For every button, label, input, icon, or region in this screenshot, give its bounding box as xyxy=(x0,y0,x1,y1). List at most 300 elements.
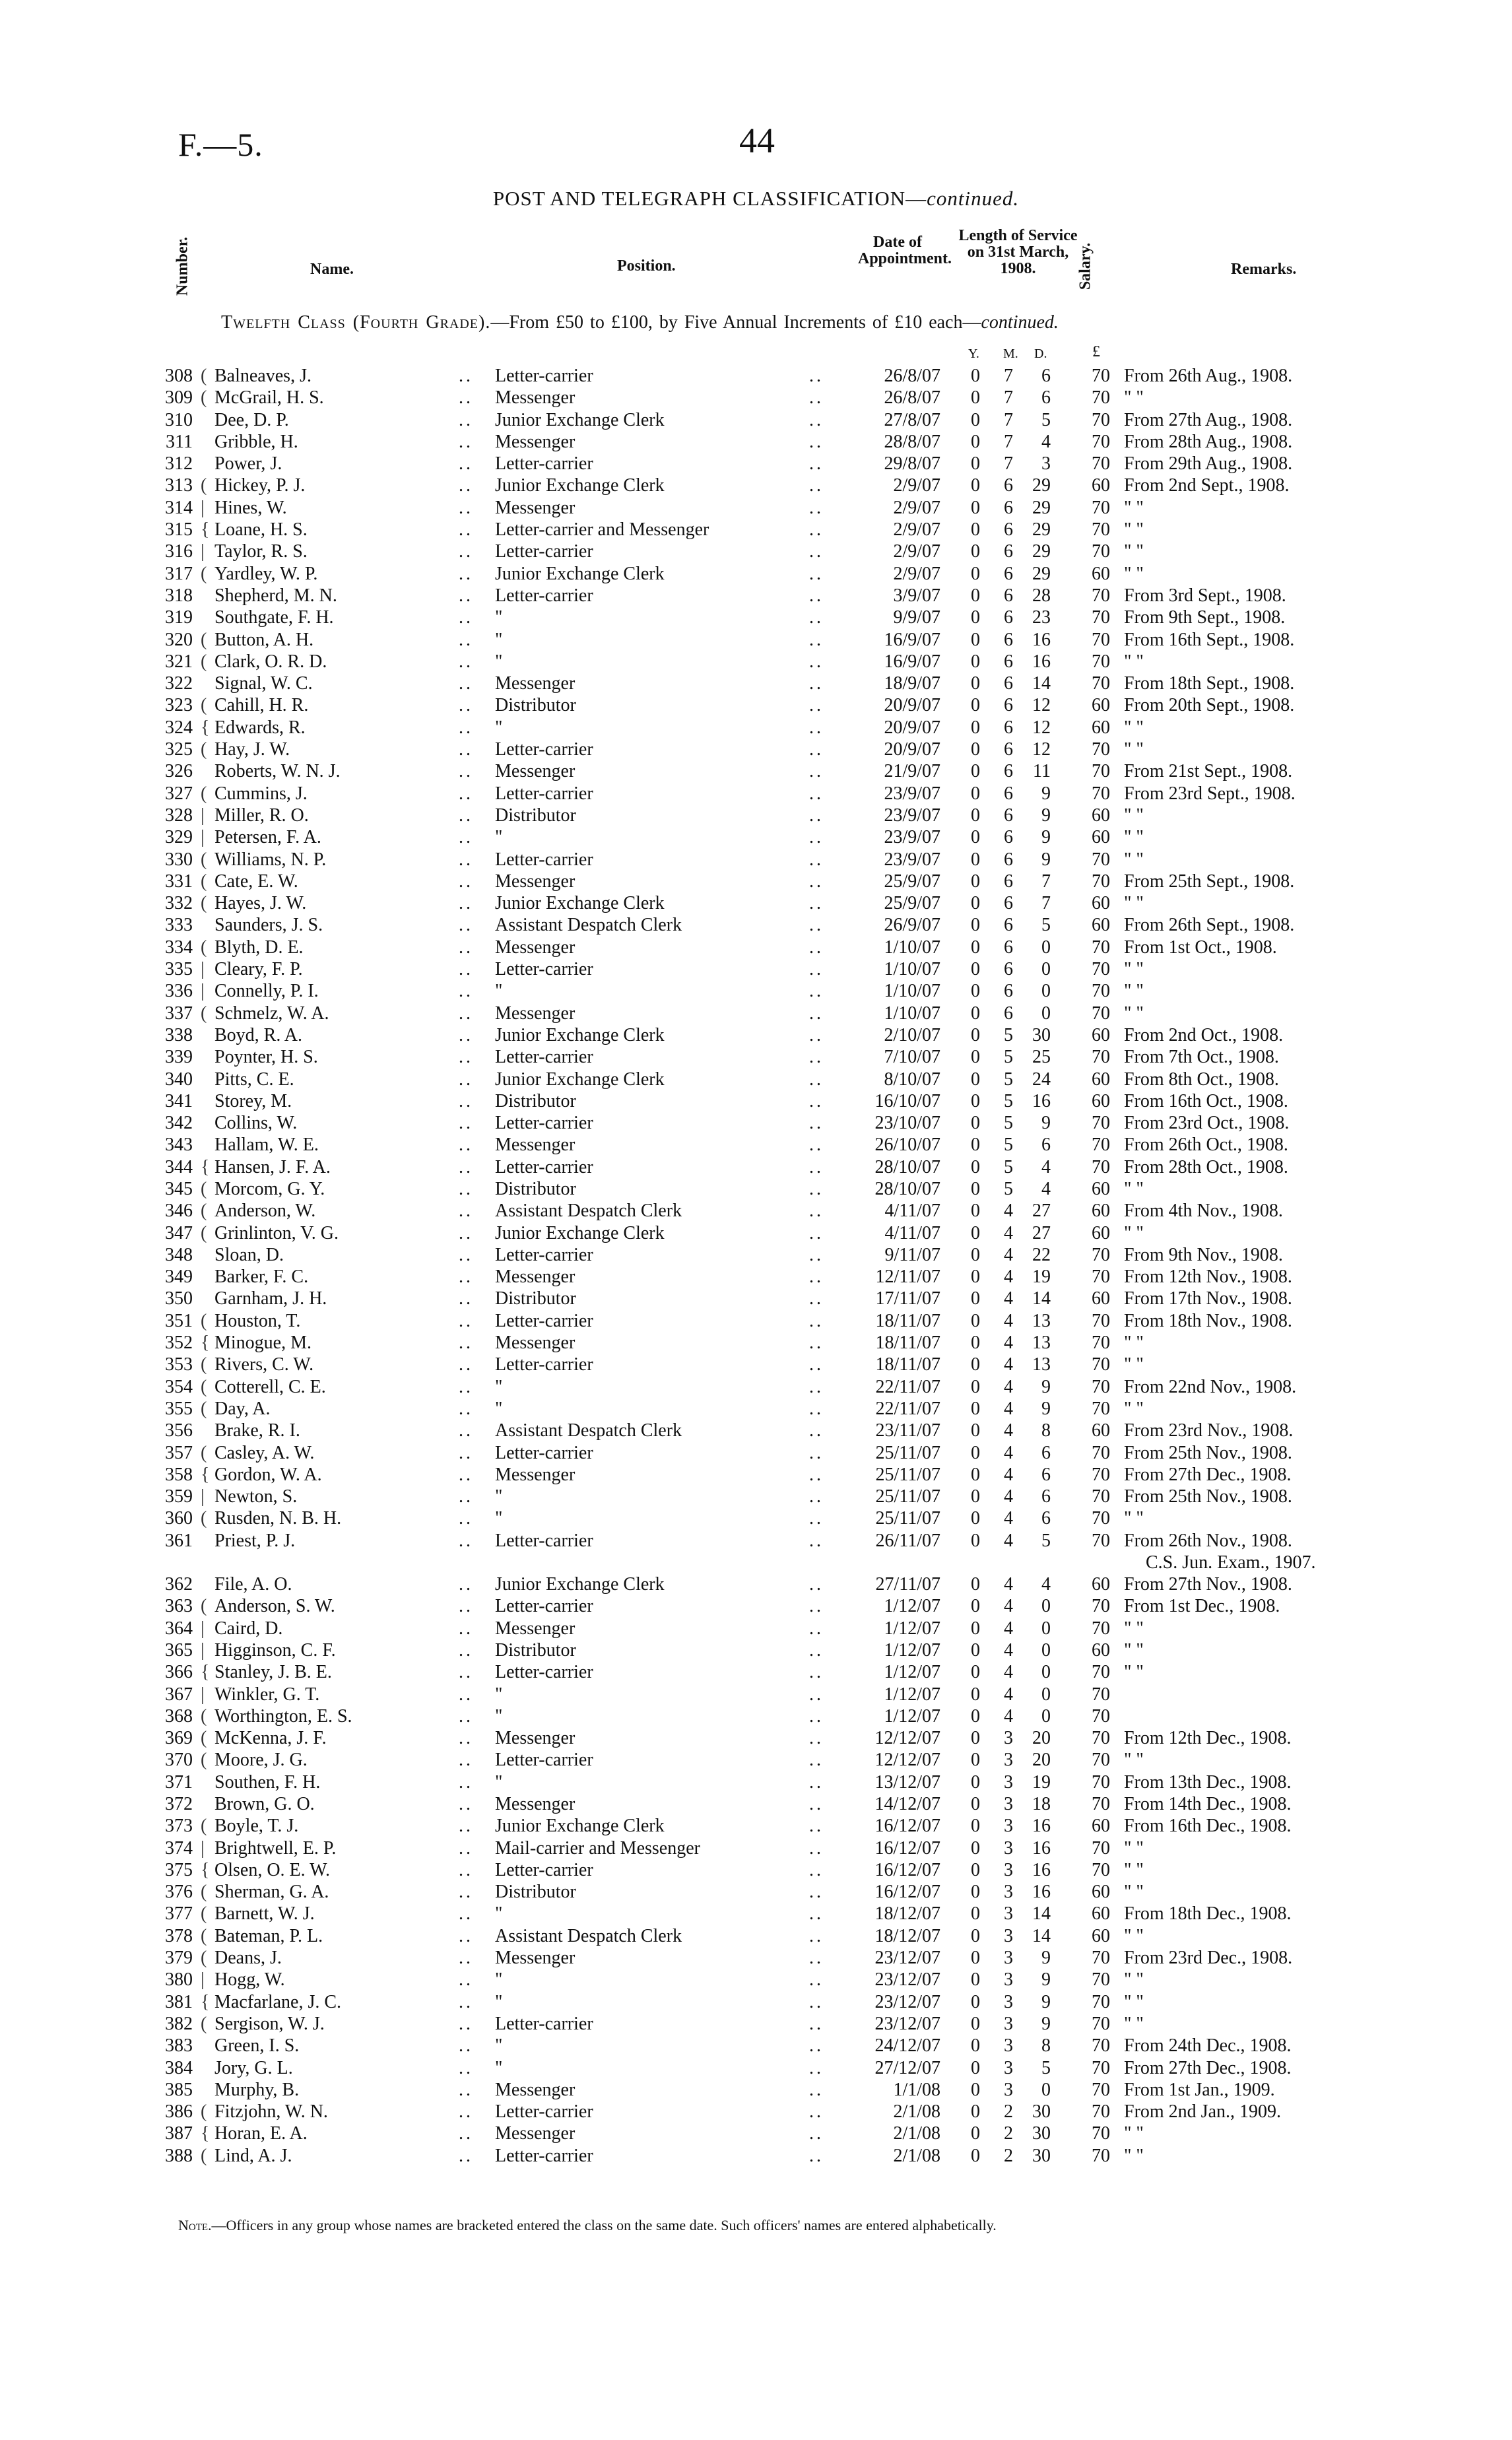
appointment-date: 18/11/07 xyxy=(875,1354,940,1375)
remarks-text: From 9th Nov., 1908. xyxy=(1124,1244,1283,1265)
dot-leader: .. xyxy=(809,629,824,650)
service-days: 30 xyxy=(1032,2101,1051,2123)
service-years: 0 xyxy=(971,2145,980,2166)
service-days: 8 xyxy=(1041,1420,1051,1441)
appointment-date: 16/12/07 xyxy=(874,1816,940,1837)
service-months: 3 xyxy=(1004,2013,1013,2034)
remarks-text: " " xyxy=(1124,1859,1144,1880)
entry-number: 360 xyxy=(165,1508,193,1529)
dot-leader: .. xyxy=(459,1333,473,1354)
group-bracket: { xyxy=(201,1464,210,1485)
table-row xyxy=(0,1771,1512,1793)
remarks-text: " " xyxy=(1124,1333,1144,1354)
group-bracket: ( xyxy=(201,1310,207,1331)
service-months: 6 xyxy=(1004,475,1013,496)
remarks-text: " " xyxy=(1124,1662,1144,1683)
service-months: 3 xyxy=(1004,2057,1013,2078)
dot-leader: .. xyxy=(459,585,473,606)
officer-position: Mail-carrier and Messenger xyxy=(495,1837,700,1859)
dot-leader: .. xyxy=(459,1244,473,1265)
officer-position: " xyxy=(495,2057,503,2078)
dot-leader: .. xyxy=(809,1837,824,1859)
officer-position: " xyxy=(495,2035,503,2057)
table-row xyxy=(0,2013,1512,2035)
dot-leader: .. xyxy=(809,1618,824,1639)
salary-value: 60 xyxy=(1092,1178,1110,1199)
remarks-text: " " xyxy=(1124,1750,1144,1771)
service-years: 0 xyxy=(971,1156,980,1177)
officer-position: Letter-carrier xyxy=(495,1530,593,1551)
group-bracket: { xyxy=(201,717,210,738)
service-days: 9 xyxy=(1041,827,1051,848)
salary-value: 70 xyxy=(1092,2035,1110,2057)
officer-position: Letter-carrier xyxy=(495,541,593,562)
service-days: 16 xyxy=(1032,1090,1051,1111)
officer-position: Messenger xyxy=(495,1135,575,1156)
table-row xyxy=(0,1266,1512,1288)
service-years: 0 xyxy=(971,2101,980,2123)
officer-name: Deans, J. xyxy=(214,1948,282,1969)
dot-leader: .. xyxy=(459,1376,473,1397)
officer-position: Letter-carrier and Messenger xyxy=(495,519,709,541)
officer-name: Southen, F. H. xyxy=(214,1771,321,1793)
dot-leader: .. xyxy=(809,431,824,452)
appointment-date: 2/9/07 xyxy=(893,519,940,541)
service-days: 6 xyxy=(1041,366,1051,386)
table-row xyxy=(0,1134,1512,1156)
service-days: 6 xyxy=(1041,387,1051,409)
officer-name: Barker, F. C. xyxy=(214,1267,309,1288)
officer-position: Letter-carrier xyxy=(495,2101,593,2123)
service-days: 13 xyxy=(1032,1310,1051,1331)
group-bracket: | xyxy=(201,1837,205,1859)
service-years: 0 xyxy=(971,2013,980,2034)
salary-value: 70 xyxy=(1092,1750,1110,1771)
service-years: 0 xyxy=(971,1969,980,1991)
service-years: 0 xyxy=(971,431,980,452)
group-bracket: { xyxy=(201,1333,210,1354)
dot-leader: .. xyxy=(809,1244,824,1265)
officer-position: " xyxy=(495,717,503,738)
service-months: 4 xyxy=(1004,1684,1013,1705)
officer-position: " xyxy=(495,1969,503,1991)
salary-value: 60 xyxy=(1092,805,1110,826)
group-bracket: | xyxy=(201,1618,205,1639)
salary-value: 70 xyxy=(1092,849,1110,870)
dot-leader: .. xyxy=(809,959,824,980)
entry-number: 341 xyxy=(165,1090,193,1111)
entry-number: 336 xyxy=(165,981,193,1002)
entry-number: 387 xyxy=(165,2123,193,2144)
officer-name: Bateman, P. L. xyxy=(214,1925,323,1946)
entry-number: 347 xyxy=(165,1222,193,1243)
table-row xyxy=(0,1530,1512,1552)
service-years: 0 xyxy=(971,1530,980,1551)
dot-leader: .. xyxy=(809,893,824,914)
officer-name: Taylor, R. S. xyxy=(214,541,308,562)
service-years: 0 xyxy=(971,937,980,958)
service-months: 4 xyxy=(1004,1618,1013,1639)
group-bracket: ( xyxy=(201,1398,207,1419)
service-years: 0 xyxy=(971,2123,980,2144)
salary-value: 70 xyxy=(1092,783,1110,804)
entry-number: 334 xyxy=(165,937,193,958)
service-months: 6 xyxy=(1004,563,1013,584)
page-reference: F.—5. xyxy=(178,126,263,163)
officer-name: Signal, W. C. xyxy=(214,673,313,694)
officer-name: Hines, W. xyxy=(214,497,287,518)
dot-leader: .. xyxy=(459,1948,473,1969)
service-months: 5 xyxy=(1004,1024,1013,1045)
officer-position: Junior Exchange Clerk xyxy=(495,1574,665,1595)
dot-leader: .. xyxy=(459,1771,473,1793)
dot-leader: .. xyxy=(459,1882,473,1903)
service-years: 0 xyxy=(971,366,980,386)
dot-leader: .. xyxy=(809,1508,824,1529)
dot-leader: .. xyxy=(809,1464,824,1485)
service-years: 0 xyxy=(971,1859,980,1880)
table-row xyxy=(0,1815,1512,1837)
officer-name: Horan, E. A. xyxy=(214,2123,308,2144)
remarks-text: From 16th Oct., 1908. xyxy=(1124,1090,1288,1111)
officer-position: Messenger xyxy=(495,1464,575,1485)
officer-name: Blyth, D. E. xyxy=(214,937,304,958)
group-bracket: { xyxy=(201,2123,210,2144)
officer-position: Letter-carrier xyxy=(495,849,593,870)
dot-leader: .. xyxy=(809,2145,824,2166)
remarks-text: From 2nd Sept., 1908. xyxy=(1124,475,1290,496)
dot-leader: .. xyxy=(459,475,473,496)
appointment-date: 22/11/07 xyxy=(875,1398,940,1419)
service-days: 12 xyxy=(1032,739,1051,760)
officer-name: Brown, G. O. xyxy=(214,1794,315,1814)
dot-leader: .. xyxy=(809,1596,824,1617)
appointment-date: 20/9/07 xyxy=(884,695,940,716)
remarks-text: From 29th Aug., 1908. xyxy=(1124,453,1293,475)
dot-leader: .. xyxy=(809,1201,824,1222)
service-months: 6 xyxy=(1004,695,1013,716)
dot-leader: .. xyxy=(809,937,824,958)
officer-position: " xyxy=(495,1508,503,1529)
service-months: 4 xyxy=(1004,1354,1013,1375)
service-years: 0 xyxy=(971,1310,980,1331)
service-days: 3 xyxy=(1041,453,1051,475)
entry-number: 313 xyxy=(165,475,193,496)
appointment-date: 23/9/07 xyxy=(884,827,940,848)
dot-leader: .. xyxy=(809,1639,824,1661)
title-main: POST AND TELEGRAPH CLASSIFICATION— xyxy=(492,187,927,210)
appointment-date: 26/8/07 xyxy=(884,366,940,386)
dot-leader: .. xyxy=(459,1113,473,1134)
service-months: 4 xyxy=(1004,1442,1013,1463)
officer-name: Houston, T. xyxy=(214,1310,301,1331)
dot-leader: .. xyxy=(809,1903,824,1925)
officer-position: " xyxy=(495,1684,503,1705)
remarks-text: " " xyxy=(1124,1398,1144,1419)
officer-name: McGrail, H. S. xyxy=(214,387,324,409)
service-years: 0 xyxy=(971,1222,980,1243)
table-row xyxy=(0,1881,1512,1903)
officer-position: " xyxy=(495,1991,503,2012)
dot-leader: .. xyxy=(459,541,473,562)
officer-name: Moore, J. G. xyxy=(214,1750,308,1771)
officer-position: " xyxy=(495,607,503,628)
group-bracket: | xyxy=(201,827,205,848)
dot-leader: .. xyxy=(809,1090,824,1111)
service-years: 0 xyxy=(971,1728,980,1749)
dot-leader: .. xyxy=(809,695,824,716)
entry-number: 374 xyxy=(165,1837,193,1859)
service-days: 20 xyxy=(1032,1728,1051,1749)
dot-leader: .. xyxy=(459,519,473,541)
group-bracket: ( xyxy=(201,1596,207,1617)
service-days: 13 xyxy=(1032,1333,1051,1354)
officer-name: Hickey, P. J. xyxy=(214,475,306,496)
officer-name: Gribble, H. xyxy=(214,431,298,452)
remarks-text: " " xyxy=(1124,651,1144,672)
service-days: 12 xyxy=(1032,717,1051,738)
dot-leader: .. xyxy=(459,409,473,430)
remarks-text: " " xyxy=(1124,563,1144,584)
remarks-text: From 27th Nov., 1908. xyxy=(1124,1574,1292,1595)
dot-leader: .. xyxy=(459,1024,473,1045)
dot-leader: .. xyxy=(459,893,473,914)
service-months: 3 xyxy=(1004,1859,1013,1880)
table-row xyxy=(0,871,1512,892)
remarks-text: " " xyxy=(1124,497,1144,518)
group-bracket: ( xyxy=(201,1442,207,1463)
appointment-date: 16/12/07 xyxy=(874,1859,940,1880)
dot-leader: .. xyxy=(459,1991,473,2012)
group-bracket: { xyxy=(201,1662,210,1683)
service-months: 3 xyxy=(1004,1728,1013,1749)
dot-leader: .. xyxy=(459,1464,473,1485)
appointment-date: 1/10/07 xyxy=(884,937,940,958)
service-days: 19 xyxy=(1032,1771,1051,1793)
remarks-text: " " xyxy=(1124,1882,1144,1903)
officer-name: Anderson, S. W. xyxy=(214,1596,335,1617)
officer-position: " xyxy=(495,827,503,848)
officer-position: Distributor xyxy=(495,695,576,716)
dot-leader: .. xyxy=(809,1750,824,1771)
service-days: 0 xyxy=(1041,937,1051,958)
entry-number: 371 xyxy=(165,1771,193,1793)
entry-number: 326 xyxy=(165,761,193,782)
service-months: 6 xyxy=(1004,673,1013,694)
entry-number: 345 xyxy=(165,1178,193,1199)
group-bracket: ( xyxy=(201,1178,207,1199)
service-years: 0 xyxy=(971,629,980,650)
remarks-text: From 27th Aug., 1908. xyxy=(1124,409,1293,430)
appointment-date: 14/12/07 xyxy=(874,1794,940,1814)
service-days: 30 xyxy=(1032,1024,1051,1045)
service-days: 6 xyxy=(1041,1442,1051,1463)
entry-number: 377 xyxy=(165,1903,193,1925)
salary-value: 70 xyxy=(1092,607,1110,628)
service-years: 0 xyxy=(971,1508,980,1529)
service-months: 3 xyxy=(1004,1969,1013,1991)
appointment-date: 23/12/07 xyxy=(874,2013,940,2034)
dot-leader: .. xyxy=(459,1178,473,1199)
remarks-text: " " xyxy=(1124,1508,1144,1529)
table-row xyxy=(0,1376,1512,1398)
group-bracket: ( xyxy=(201,475,207,496)
service-years: 0 xyxy=(971,915,980,936)
service-years: 0 xyxy=(971,1069,980,1090)
group-bracket: | xyxy=(201,981,205,1002)
remarks-text: " " xyxy=(1124,1618,1144,1639)
remarks-text: From 25th Nov., 1908. xyxy=(1124,1486,1292,1507)
service-days: 16 xyxy=(1032,629,1051,650)
officer-position: Distributor xyxy=(495,805,576,826)
service-years: 0 xyxy=(971,1420,980,1441)
officer-position: " xyxy=(495,1705,503,1727)
remarks-text: " " xyxy=(1124,1925,1144,1946)
dot-leader: .. xyxy=(809,1267,824,1288)
dot-leader: .. xyxy=(459,1354,473,1375)
officer-position: Junior Exchange Clerk xyxy=(495,409,665,430)
entry-number: 364 xyxy=(165,1618,193,1639)
salary-value: 70 xyxy=(1092,2057,1110,2078)
page-number: 44 xyxy=(739,121,775,160)
dot-leader: .. xyxy=(459,431,473,452)
service-months: 4 xyxy=(1004,1596,1013,1617)
group-bracket: | xyxy=(201,1639,205,1661)
title-suffix: continued. xyxy=(927,187,1020,210)
service-days: 9 xyxy=(1041,1969,1051,1991)
remarks-text: From 1st Dec., 1908. xyxy=(1124,1596,1280,1617)
dot-leader: .. xyxy=(459,1969,473,1991)
officer-name: Lind, A. J. xyxy=(214,2145,292,2166)
table-row xyxy=(0,1244,1512,1266)
service-months: 3 xyxy=(1004,1903,1013,1925)
officer-name: Sherman, G. A. xyxy=(214,1882,329,1903)
dot-leader: .. xyxy=(809,1398,824,1419)
service-days: 5 xyxy=(1041,1530,1051,1551)
salary-value: 70 xyxy=(1092,739,1110,760)
table-row xyxy=(0,1046,1512,1068)
entry-number: 356 xyxy=(165,1420,193,1441)
table-row xyxy=(0,1749,1512,1771)
entry-number: 385 xyxy=(165,2079,193,2100)
service-years: 0 xyxy=(971,1639,980,1661)
remarks-text: From 1st Oct., 1908. xyxy=(1124,937,1277,958)
officer-position: Messenger xyxy=(495,1333,575,1354)
officer-name: Boyle, T. J. xyxy=(214,1816,299,1837)
remarks-text: " " xyxy=(1124,387,1144,409)
appointment-date: 2/1/08 xyxy=(893,2123,940,2144)
appointment-date: 24/12/07 xyxy=(874,2035,940,2057)
service-days: 0 xyxy=(1041,1596,1051,1617)
dot-leader: .. xyxy=(809,1969,824,1991)
table-row xyxy=(0,453,1512,475)
salary-value: 60 xyxy=(1092,1639,1110,1661)
entry-number: 332 xyxy=(165,893,193,914)
entry-number: 321 xyxy=(165,651,193,672)
service-days: 27 xyxy=(1032,1222,1051,1243)
entry-number: 342 xyxy=(165,1113,193,1134)
officer-position: Junior Exchange Clerk xyxy=(495,475,665,496)
officer-name: Cleary, F. P. xyxy=(214,959,303,980)
service-years: 0 xyxy=(971,1705,980,1727)
entry-number: 337 xyxy=(165,1003,193,1024)
officer-name: Minogue, M. xyxy=(214,1333,312,1354)
officer-name: Hansen, J. F. A. xyxy=(214,1156,331,1177)
group-bracket: { xyxy=(201,1991,210,2012)
salary-value: 70 xyxy=(1092,1530,1110,1551)
salary-value: 60 xyxy=(1092,1816,1110,1837)
service-months: 7 xyxy=(1004,453,1013,475)
salary-value: 60 xyxy=(1092,1069,1110,1090)
entry-number: 362 xyxy=(165,1574,193,1595)
service-days: 0 xyxy=(1041,1639,1051,1661)
service-days: 9 xyxy=(1041,849,1051,870)
dot-leader: .. xyxy=(459,1201,473,1222)
remarks-text: From 17th Nov., 1908. xyxy=(1124,1288,1292,1309)
appointment-date: 18/11/07 xyxy=(875,1333,940,1354)
service-years: 0 xyxy=(971,1201,980,1222)
entry-number: 388 xyxy=(165,2145,193,2166)
officer-position: Messenger xyxy=(495,871,575,892)
remarks-text: From 18th Sept., 1908. xyxy=(1124,673,1295,694)
service-days: 30 xyxy=(1032,2123,1051,2144)
appointment-date: 2/9/07 xyxy=(893,497,940,518)
entry-number: 353 xyxy=(165,1354,193,1375)
service-years: 0 xyxy=(971,871,980,892)
service-days: 20 xyxy=(1032,1750,1051,1771)
officer-name: Olsen, O. E. W. xyxy=(214,1859,330,1880)
appointment-date: 2/9/07 xyxy=(893,541,940,562)
service-years: 0 xyxy=(971,1178,980,1199)
remarks-text: From 2nd Oct., 1908. xyxy=(1124,1024,1284,1045)
dot-leader: .. xyxy=(809,761,824,782)
officer-name: McKenna, J. F. xyxy=(214,1728,327,1749)
table-row xyxy=(0,563,1512,585)
footnote xyxy=(178,2217,997,2234)
dot-leader: .. xyxy=(459,1156,473,1177)
officer-position: Letter-carrier xyxy=(495,2013,593,2034)
salary-value: 70 xyxy=(1092,1310,1110,1331)
service-years: 0 xyxy=(971,1376,980,1397)
entry-number: 367 xyxy=(165,1684,193,1705)
table-row xyxy=(0,1925,1512,1947)
appointment-date: 18/9/07 xyxy=(884,673,940,694)
appointment-date: 16/9/07 xyxy=(884,629,940,650)
entry-number: 376 xyxy=(165,1882,193,1903)
service-days: 9 xyxy=(1041,1376,1051,1397)
officer-position: Messenger xyxy=(495,387,575,409)
dot-leader: .. xyxy=(459,695,473,716)
service-days: 5 xyxy=(1041,2057,1051,2078)
officer-position: Messenger xyxy=(495,1003,575,1024)
dot-leader: .. xyxy=(809,1222,824,1243)
dot-leader: .. xyxy=(809,1156,824,1177)
service-days: 7 xyxy=(1041,893,1051,914)
remarks-text: From 23rd Oct., 1908. xyxy=(1124,1113,1290,1134)
service-years: 0 xyxy=(971,1903,980,1925)
entry-number: 312 xyxy=(165,453,193,475)
table-row xyxy=(0,805,1512,826)
remarks-text: " " xyxy=(1124,1837,1144,1859)
dot-leader: .. xyxy=(459,1859,473,1880)
service-days: 19 xyxy=(1032,1267,1051,1288)
officer-position: " xyxy=(495,651,503,672)
officer-name: Petersen, F. A. xyxy=(214,827,321,848)
officer-position: Messenger xyxy=(495,2123,575,2144)
service-days: 0 xyxy=(1041,1662,1051,1683)
service-days: 4 xyxy=(1041,431,1051,452)
remarks-text: From 23rd Sept., 1908. xyxy=(1124,783,1296,804)
